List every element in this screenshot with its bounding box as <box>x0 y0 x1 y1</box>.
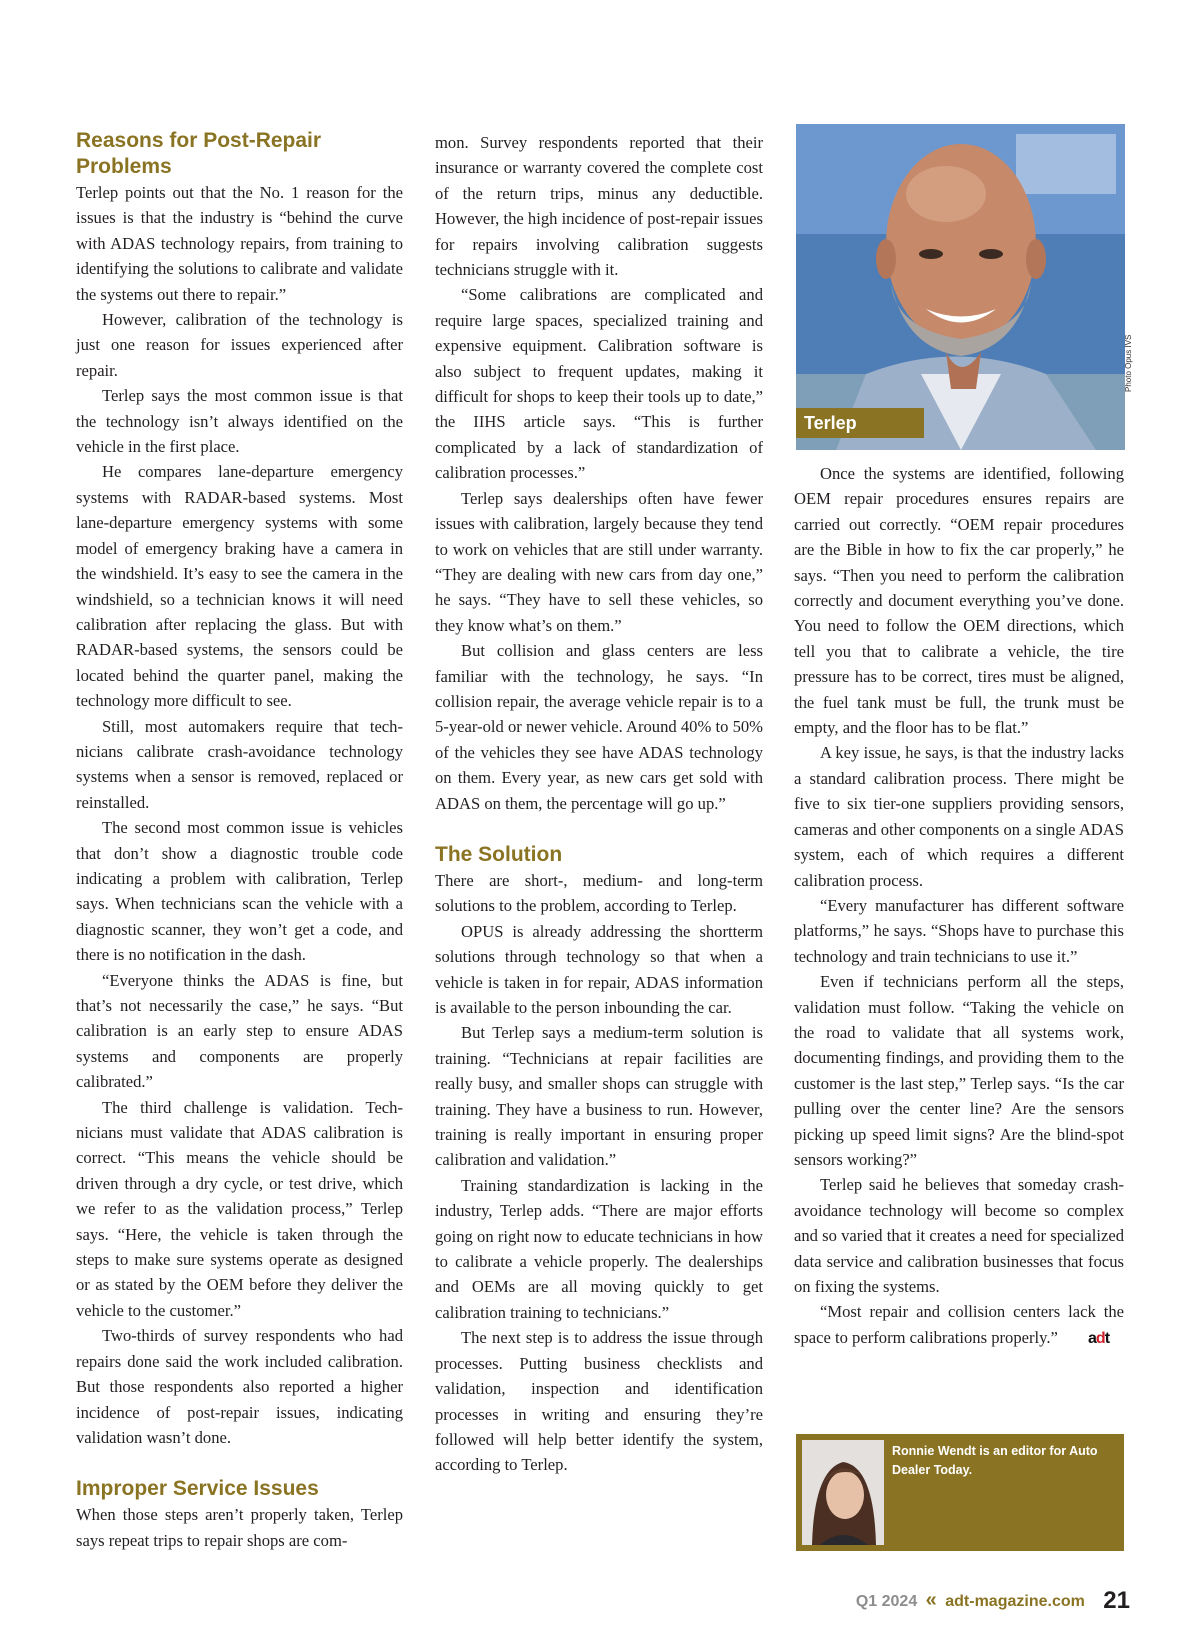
article-paragraph: “Every manufacturer has different software platforms,” he says. “Shops have to purchase this technology and train technicians to use it.” <box>794 895 1124 966</box>
article-paragraph: mon. Survey respondents reported that their insurance or warranty covered the complete cost of the return trips, minus any deductible. However, the high incidence of post-repair issues for repairs involving calibration suggests technicians struggle with it. <box>435 133 763 280</box>
article-column-1 <box>76 128 403 1553</box>
guillemet-icon: « <box>925 1589 937 1611</box>
article-paragraph: He compares lane-departure emergency systems with RADAR-based systems. Most lane-departure emergency systems with some model of emergency braking have a camera in the windshield. It’s easy to see the camera in the windshield, so a technician knows it will need calibration after replacing the glass. But with RADAR-based systems, the sensors could be located behind the quarter panel, making the technology more difficult to see. <box>76 462 403 711</box>
column-3-body <box>794 461 1124 1299</box>
column-2-body <box>435 130 763 816</box>
section-heading-post-repair: Reasons for Post-Repair Problems <box>76 129 322 178</box>
endmark-t: t <box>1104 1329 1110 1347</box>
article-paragraph: Terlep says dealerships often have fewer issues with calibration, largely because they tend to work on vehicles that are still under warranty. “They are dealing with new cars from day one,” he says. “They have to sell these vehicles, so they know what’s on them.” <box>435 488 763 635</box>
photo-caption: Terlep <box>796 408 924 438</box>
article-paragraph: The next step is to address the issue through processes. Putting business checklists and validation, inspection and identification processes in writing and ensuring they’re followed will help better identify the system, according to Terlep. <box>435 1328 763 1475</box>
article-paragraph: Even if technicians perform all the steps, validation must follow. “Taking the vehicle on the road to validate that all systems work, documenting findings, and providing them to the customer is the last step,” Terlep says. “Is the car pulling over the center line? Are the sensors picking up speed limit signs? Are the blind-spot sensors working?” <box>794 972 1124 1169</box>
closing-text: “Most repair and collision centers lack the space to perform calibrations properly.” <box>794 1302 1124 1347</box>
author-bio-box <box>796 1434 1124 1551</box>
author-bio-text: Ronnie Wendt is an editor for Auto Dealer Today. <box>892 1444 1098 1477</box>
article-paragraph: “Everyone thinks the ADAS is fine, but that’s not necessarily the case,” he says. “But calibration is an early step to ensure ADAS systems and components are properly calibrated.” <box>76 970 403 1092</box>
article-paragraph: Two-thirds of survey respondents who had repairs done said the work included calibration. But those respondents also reported a higher incidence of post-repair issues, indicating validation wasn’t done. <box>76 1326 403 1447</box>
article-paragraph: However, calibration of the technology is just one reason for issues experienced after repair. <box>76 310 403 380</box>
article-paragraph: Still, most automakers require that technicians calibrate crash-avoidance technology systems when a sensor is removed, replaced or reinstalled. <box>76 716 403 812</box>
article-paragraph: There are short-, medium- and long-term solutions to the problem, according to Terlep. <box>435 870 763 916</box>
article-paragraph: The second most common issue is vehicles that don’t show a diagnostic trouble code indicating a problem with calibration, Terlep says. When technicians scan the vehicle with a diagnostic scanner, they won’t get a code, and there is no notification in the dash. <box>76 818 403 965</box>
page-footer <box>820 1586 1130 1616</box>
article-paragraph: Terlep points out that the No. 1 reason for the issues is that the industry is “behind the curve with ADAS technology repairs, from training to identifying the solutions to calibrate and validate the systems out there to repair.” <box>76 183 403 304</box>
column-1-body-2 <box>76 1502 403 1553</box>
article-paragraph: But Terlep says a medium-term solution is training. “Technicians at repair facilities are really busy, and smaller shops can struggle with training. They have a business to run. However, training is really important in ensuring proper calibration and validation.” <box>435 1023 763 1170</box>
closing-paragraph <box>794 1299 1124 1350</box>
article-paragraph: Once the systems are identified, following OEM repair procedures ensures repairs are carried out correctly. “OEM repair procedures are the Bible in how to fix the car properly,” he says. “Then you need to perform the calibration correctly and document everything you’ve done. You need to follow the OEM directions, which tell you that to calibrate a vehicle, the tire pressure has to be correct, tires must be aligned, the fuel tank must be full, the trunk must be empty, and the floor has to be flat.” <box>794 464 1124 738</box>
author-photo <box>802 1440 884 1545</box>
endmark-d: d <box>1095 1329 1105 1347</box>
article-paragraph: Training standardization is lacking in the industry, Terlep adds. “There are major efforts going on right now to educate technicians in how to calibrate a vehicle properly. The dealerships and OEMs are all moving quickly to get calibration training to technicians.” <box>435 1175 763 1322</box>
terlep-photo <box>796 124 1125 450</box>
column-1-body <box>76 180 403 1450</box>
author-portrait-illustration <box>802 1440 884 1545</box>
article-paragraph: Terlep says the most common issue is that the technology isn’t always identified on the vehicle in the first place. <box>76 386 403 457</box>
article-column-2 <box>435 130 763 1478</box>
article-paragraph: Terlep said he believes that someday crash-avoidance technology will become so complex and so varied that it creates a need for specialized data service and calibration businesses that focus on fixing the systems. <box>794 1175 1124 1296</box>
issue-label: Q1 2024 <box>855 1593 918 1610</box>
article-paragraph: A key issue, he says, is that the industry lacks a standard calibration process. There might be five to six tier-one suppliers providing sensors, cameras and other components on a single ADAS system, each of which requires a different calibration process. <box>794 743 1124 890</box>
article-paragraph: “Some calibrations are complicated and require large spaces, specialized training and expensive equipment. Calibration software is also subject to frequent updates, making it difficult for shops to keep their tools up to date,” the IIHS article says. “This is further complicated by a lack of standardization of calibration processes.” <box>435 285 763 483</box>
page-number: 21 <box>1103 1587 1130 1614</box>
article-paragraph: But collision and glass centers are less familiar with the technology, he says. “In collision repair, the average vehicle repair is to a 5-year-old or newer vehicle. Around 40% to 50% of the vehicles they see have ADAS technology on them. Every year, as new cars get sold with ADAS on them, the percentage will go up.” <box>435 641 763 813</box>
site-url[interactable]: adt-magazine.com <box>945 1593 1085 1610</box>
article-paragraph: OPUS is already addressing the shortterm solutions through technology so that when a vehicle is taken in for repair, ADAS information is available to the person inbounding the car. <box>435 921 763 1017</box>
section-heading-improper-service: Improper Service Issues <box>76 1477 319 1501</box>
adt-logo-endmark <box>1062 1331 1109 1347</box>
article-paragraph: The third challenge is validation. Technicians must validate that ADAS calibration is correct. “This means the vehicle should be driven through a dry cycle, or test drive, which we refer to as the validation process,” Terlep says. “Here, the vehicle is taken through the steps to make sure systems operate as designed or as stated by the OEM before they deliver the vehicle to the customer.” <box>76 1097 403 1320</box>
section-heading-solution: The Solution <box>435 842 563 866</box>
portrait-illustration <box>796 124 1125 450</box>
endmark-a: a <box>1088 1329 1096 1347</box>
column-2-body-2 <box>435 868 763 1478</box>
article-column-3 <box>794 461 1124 1350</box>
article-paragraph: When those steps aren’t properly taken, Terlep says repeat trips to repair shops are com- <box>76 1505 403 1550</box>
photo-credit: Photo Opus IVS <box>1124 334 1133 392</box>
